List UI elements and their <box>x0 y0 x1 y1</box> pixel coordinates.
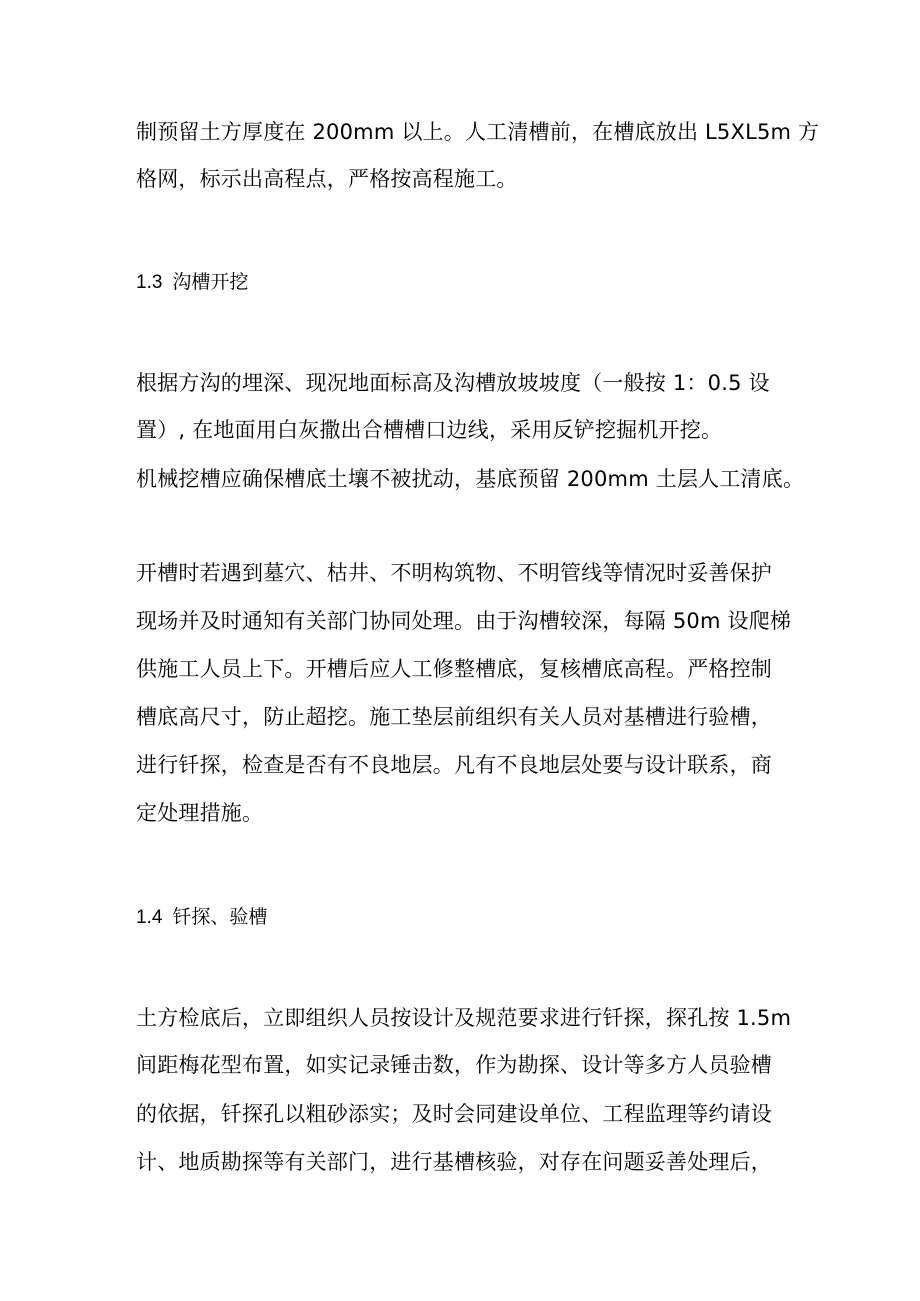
paragraph-4-line-1: 土方检底后，立即组织人员按设计及规范要求进行钎探，探孔按 1.5m <box>136 1006 792 1030</box>
paragraph-3-line-3: 供施工人员上下。开槽后应人工修整槽底，复核槽底高程。严格控制 <box>136 657 772 681</box>
paragraph-3-line-1: 开槽时若遇到墓穴、枯井、不明构筑物、不明管线等情况时妥善保护 <box>136 561 772 585</box>
section-number: 1.4 <box>136 907 163 928</box>
paragraph-2-line-3: 机械挖槽应确保槽底土壤不被扰动，基底预留 200mm 土层人工清底。 <box>136 467 805 491</box>
section-heading-1-3 <box>136 267 248 298</box>
paragraph-3-line-5: 进行钎探，检查是否有不良地层。凡有不良地层处要与设计联系，商 <box>136 753 772 777</box>
paragraph-1-line-1: 制预留土方厚度在 200mm 以上。人工清槽前，在槽底放出 L5XL5m 方 <box>136 120 820 144</box>
paragraph-4-line-2: 间距梅花型布置，如实记录锤击数，作为勘探、设计等多方人员验槽 <box>136 1053 772 1077</box>
paragraph-3-line-2: 现场并及时通知有关部门协同处理。由于沟槽较深，每隔 50m 设爬梯 <box>136 609 792 633</box>
paragraph-2-line-1: 根据方沟的埋深、现况地面标高及沟槽放坡坡度（一般按 1：0.5 设 <box>136 371 770 395</box>
paragraph-3-line-6: 定处理措施。 <box>136 801 264 825</box>
section-title: 沟槽开挖 <box>172 271 249 293</box>
section-number: 1.3 <box>136 272 163 293</box>
section-title: 钎探、验槽 <box>172 906 268 928</box>
paragraph-1-line-2: 格网，标示出高程点，严格按高程施工。 <box>136 167 518 191</box>
paragraph-3-line-4: 槽底高尺寸，防止超挖。施工垫层前组织有关人员对基槽进行验槽， <box>136 705 772 729</box>
paragraph-4-line-4: 计、地质勘探等有关部门，进行基槽核验，对存在问题妥善处理后， <box>136 1150 772 1174</box>
paragraph-4-line-3: 的依据，钎探孔以粗砂添实；及时会同建设单位、工程监理等约请设 <box>136 1102 772 1126</box>
paragraph-2-line-2: 置）, 在地面用白灰撒出合槽槽口边线，采用反铲挖掘机开挖。 <box>136 418 723 442</box>
section-heading-1-4 <box>136 902 267 933</box>
